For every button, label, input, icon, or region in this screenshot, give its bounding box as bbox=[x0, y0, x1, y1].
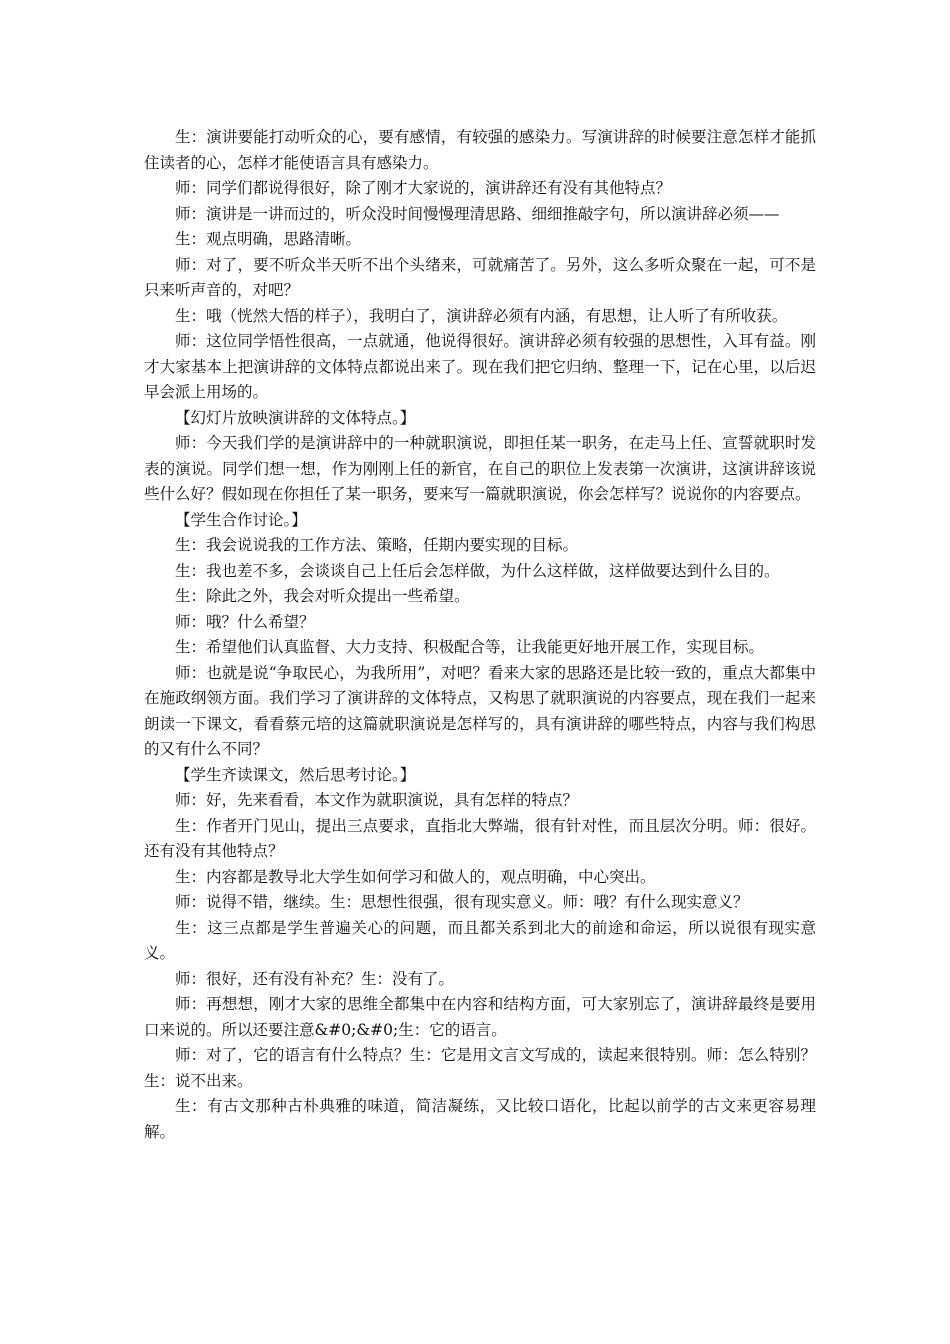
paragraph: 生：哦（恍然大悟的样子），我明白了，演讲辞必须有内涵，有思想，让人听了有所收获。 bbox=[175, 306, 788, 325]
document-page bbox=[144, 125, 816, 1145]
paragraph: 生：演讲要能打动听众的心，要有感情，有较强的感染力。写演讲辞的时候要注意怎样才能抓住读者的心，怎样才能使语言具有感染力。 bbox=[144, 128, 816, 172]
paragraph: 生：有古文那种古朴典雅的味道，简洁凝练，又比较口语化，比起以前学的古文来更容易理解。 bbox=[144, 1097, 816, 1141]
paragraph: 师：也就是说“争取民心，为我所用”，对吧？看来大家的思路还是比较一致的，重点大都集中在施政纲领方面。我们学习了演讲辞的文体特点，又构思了就职演说的内容要点，现在我们一起来朗读一下课文，看看蔡元培的这篇就职演说是怎样写的，具有演讲辞的哪些特点，内容与我们构思的又有什么不同？ bbox=[144, 663, 816, 758]
paragraph: 生：除此之外，我会对听众提出一些希望。 bbox=[175, 587, 470, 605]
paragraph: 生：这三点都是学生普遍关心的问题，而且都关系到北大的前途和命运，所以说很有现实意义。 bbox=[144, 918, 816, 962]
stage-direction: 【学生齐读课文，然后思考讨论。】 bbox=[175, 765, 416, 784]
paragraph: 师：再想想，刚才大家的思维全都集中在内容和结构方面，可大家别忘了，演讲辞最终是要用口来说的。所以还要注意&#0;&#0;生：它的语言。 bbox=[144, 995, 816, 1039]
paragraph: 生：我会说说我的工作方法、策略，任期内要实现的目标。 bbox=[175, 536, 579, 554]
paragraph: 师：好，先来看看，本文作为就职演说，具有怎样的特点？ bbox=[175, 791, 579, 809]
paragraph: 师：今天我们学的是演讲辞中的一种就职演说，即担任某一职务，在走马上任、宣誓就职时发表的演说。同学们想一想，作为刚刚上任的新官，在自己的职位上发表第一次演讲，这演讲辞该说些什么好？假如现在你担任了某一职务，要来写一篇就职演说，你会怎样写？说说你的内容要点。 bbox=[144, 434, 816, 503]
paragraph: 师：演讲是一讲而过的，听众没时间慢慢理清思路、细细推敲字句，所以演讲辞必须—— bbox=[175, 204, 780, 223]
stage-direction: 【学生合作讨论。】 bbox=[175, 510, 307, 529]
paragraph: 师：这位同学悟性很高，一点就通，他说得很好。演讲辞必须有较强的思想性，入耳有益。刚才大家基本上把演讲辞的文体特点都说出来了。现在我们把它归纳、整理一下，记在心里，以后迟早会派上用场的。 bbox=[144, 332, 816, 401]
paragraph: 生：作者开门见山，提出三点要求，直指北大弊端，很有针对性，而且层次分明。师：很好。还有没有其他特点？ bbox=[144, 816, 816, 860]
paragraph: 生：我也差不多，会谈谈自己上任后会怎样做，为什么这样做，这样做要达到什么目的。 bbox=[175, 561, 780, 580]
paragraph: 师：对了，它的语言有什么特点？生：它是用文言文写成的，读起来很特别。师：怎么特别？生：说不出来。 bbox=[144, 1046, 816, 1090]
paragraph: 师：同学们都说得很好，除了刚才大家说的，演讲辞还有没有其他特点？ bbox=[175, 179, 672, 197]
stage-direction: 【幻灯片放映演讲辞的文体特点。】 bbox=[175, 408, 416, 427]
paragraph: 生：内容都是教导北大学生如何学习和做人的，观点明确，中心突出。 bbox=[175, 867, 656, 886]
paragraph: 生：希望他们认真监督、大力支持、积极配合等，让我能更好地开展工作，实现目标。 bbox=[175, 638, 765, 656]
paragraph: 师：很好，还有没有补充？生：没有了。 bbox=[175, 969, 455, 988]
paragraph: 生：观点明确，思路清晰。 bbox=[175, 230, 362, 248]
paragraph: 师：对了，要不听众半天听不出个头绪来，可就痛苦了。另外，这么多听众聚在一起，可不是只来听声音的，对吧？ bbox=[144, 255, 816, 299]
paragraph: 师：哦？什么希望？ bbox=[175, 612, 315, 631]
paragraph: 师：说得不错，继续。生：思想性很强，很有现实意义。师：哦？有什么现实意义？ bbox=[175, 893, 749, 911]
